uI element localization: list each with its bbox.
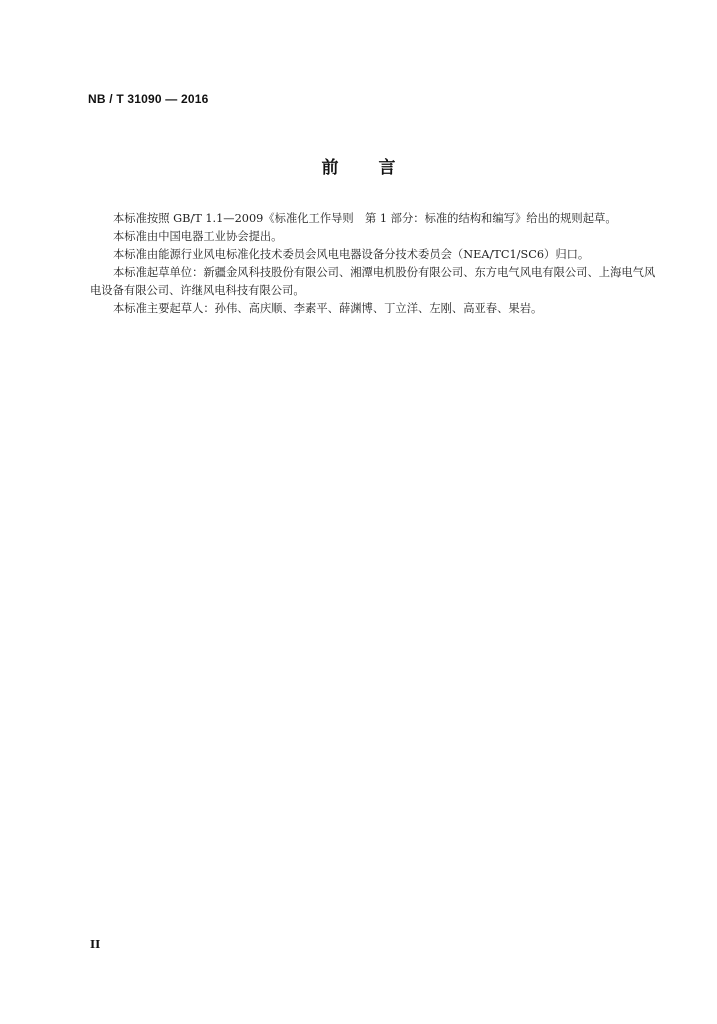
page-number: II bbox=[90, 938, 101, 951]
paragraph-administration: 本标准由能源行业风电标准化技术委员会风电电器设备分技术委员会（NEA/TC1/SC6）归口。 bbox=[113, 248, 590, 261]
paragraph-proposer: 本标准由中国电器工业协会提出。 bbox=[113, 230, 283, 243]
paragraph-drafting-rules: 本标准按照 GB/T 1.1—2009《标准化工作导则 第 1 部分：标准的结构和编写》给出的规则起草。 bbox=[113, 212, 617, 225]
paragraph-drafting-units: 本标准起草单位：新疆金风科技股份有限公司、湘潭电机股份有限公司、东方电气风电有限公司、上海电气风电设备有限公司、许继风电科技有限公司。 bbox=[90, 266, 656, 297]
paragraph-drafters: 本标准主要起草人：孙伟、高庆顺、李素平、薛渊博、丁立洋、左刚、高亚春、果岩。 bbox=[113, 302, 543, 315]
section-title: 前言 bbox=[321, 158, 436, 178]
standard-code: NB / T 31090 — 2016 bbox=[88, 92, 209, 106]
foreword-body bbox=[90, 210, 665, 318]
